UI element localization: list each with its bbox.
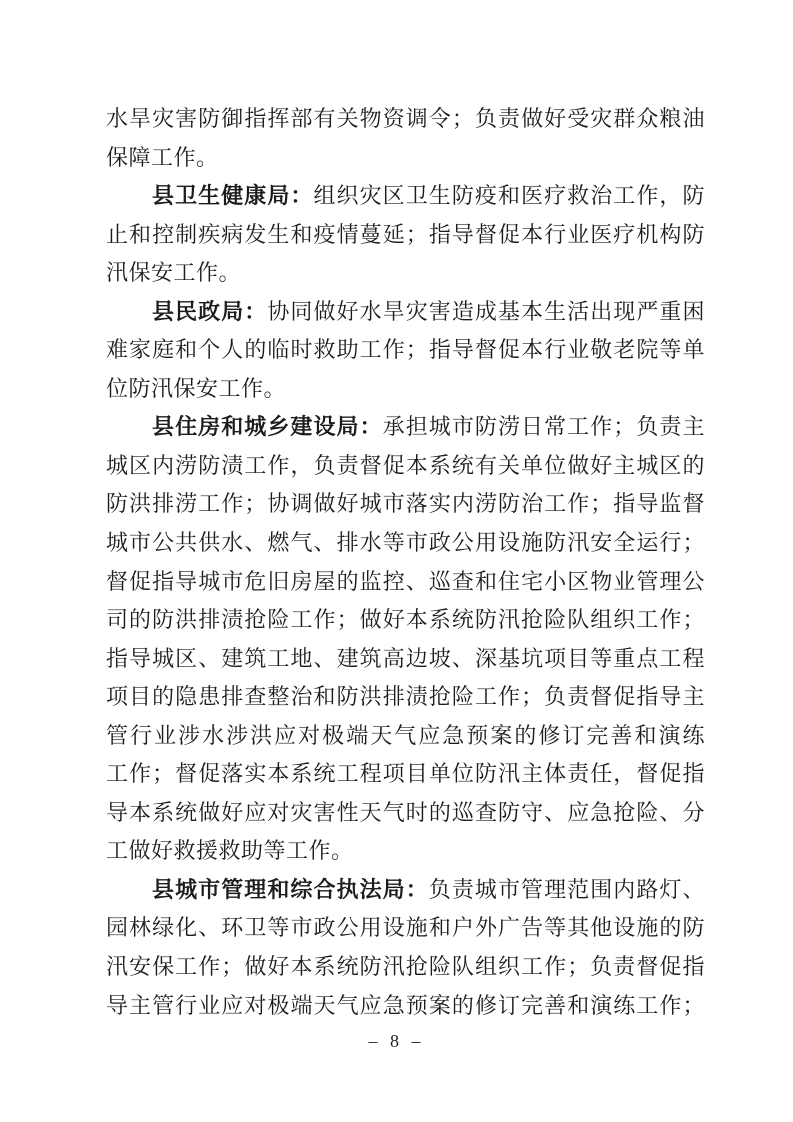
text-line bbox=[106, 100, 705, 139]
agency-name-bold: 县民政局： bbox=[152, 298, 268, 324]
text-line bbox=[106, 408, 705, 447]
line-text: 保障工作。 bbox=[106, 144, 219, 170]
line-text: 督促指导城市危旧房屋的监控、巡查和住宅小区物业管理公 bbox=[106, 568, 705, 594]
text-line bbox=[106, 601, 705, 640]
line-text: 司的防洪排渍抢险工作；做好本系统防汛抢险队组织工作； bbox=[106, 607, 705, 633]
line-text: 项目的隐患排查整治和防洪排渍抢险工作；负责督促指导主 bbox=[106, 684, 705, 710]
line-text: 负责城市管理范围内路灯、 bbox=[428, 876, 705, 902]
text-line bbox=[106, 524, 705, 563]
text-line bbox=[106, 254, 705, 293]
text-line bbox=[106, 987, 705, 1026]
line-text: 指导城区、建筑工地、建筑高边坡、深基坑项目等重点工程 bbox=[106, 645, 705, 671]
line-text: 工做好救援救助等工作。 bbox=[106, 838, 354, 864]
line-text: 导主管行业应对极端天气应急预案的修订完善和演练工作； bbox=[106, 992, 705, 1018]
line-text: 汛安保工作；做好本系统防汛抢险队组织工作；负责督促指 bbox=[106, 954, 705, 980]
line-text: 水旱灾害防御指挥部有关物资调令；负责做好受灾群众粮油 bbox=[106, 106, 705, 131]
text-line bbox=[106, 139, 705, 178]
agency-name-bold: 县城市管理和综合执法局： bbox=[152, 876, 429, 902]
line-text: 协同做好水旱灾害造成基本生活出现严重困 bbox=[267, 298, 705, 324]
page-number: – 8 – bbox=[368, 1031, 425, 1051]
line-text: 止和控制疾病发生和疫情蔓延；指导督促本行业医疗机构防 bbox=[106, 221, 705, 247]
text-line bbox=[106, 216, 705, 255]
text-line bbox=[106, 447, 705, 486]
text-line bbox=[106, 794, 705, 833]
text-line bbox=[106, 485, 705, 524]
text-line bbox=[106, 832, 705, 871]
line-text: 导本系统做好应对灾害性天气时的巡查防守、应急抢险、分 bbox=[106, 799, 705, 825]
line-text: 组织灾区卫生防疫和医疗救治工作，防 bbox=[313, 183, 705, 209]
document-body bbox=[106, 100, 705, 1025]
text-line bbox=[106, 293, 705, 332]
line-text: 防洪排涝工作；协调做好城市落实内涝防治工作；指导监督 bbox=[106, 491, 705, 517]
text-line bbox=[106, 370, 705, 409]
text-line bbox=[106, 678, 705, 717]
line-text: 工作；督促落实本系统工程项目单位防汛主体责任，督促指 bbox=[106, 761, 705, 787]
text-line bbox=[106, 331, 705, 370]
line-text: 城区内涝防渍工作，负责督促本系统有关单位做好主城区的 bbox=[106, 452, 705, 478]
text-line bbox=[106, 640, 705, 679]
text-line bbox=[106, 871, 705, 910]
text-line bbox=[106, 717, 705, 756]
text-line bbox=[106, 948, 705, 987]
text-line bbox=[106, 755, 705, 794]
line-text: 园林绿化、环卫等市政公用设施和户外广告等其他设施的防 bbox=[106, 915, 705, 941]
text-line bbox=[106, 563, 705, 602]
line-text: 管行业涉水涉洪应对极端天气应急预案的修订完善和演练 bbox=[106, 722, 705, 748]
agency-name-bold: 县卫生健康局： bbox=[152, 183, 314, 209]
line-text: 位防汛保安工作。 bbox=[106, 375, 287, 401]
agency-name-bold: 县住房和城乡建设局： bbox=[152, 414, 383, 440]
text-line bbox=[106, 177, 705, 216]
text-line bbox=[106, 909, 705, 948]
line-text: 城市公共供水、燃气、排水等市政公用设施防汛安全运行； bbox=[106, 530, 705, 556]
line-text: 汛保安工作。 bbox=[106, 260, 242, 286]
line-text: 难家庭和个人的临时救助工作；指导督促本行业敬老院等单 bbox=[106, 337, 705, 363]
line-text: 承担城市防涝日常工作；负责主 bbox=[382, 414, 705, 440]
